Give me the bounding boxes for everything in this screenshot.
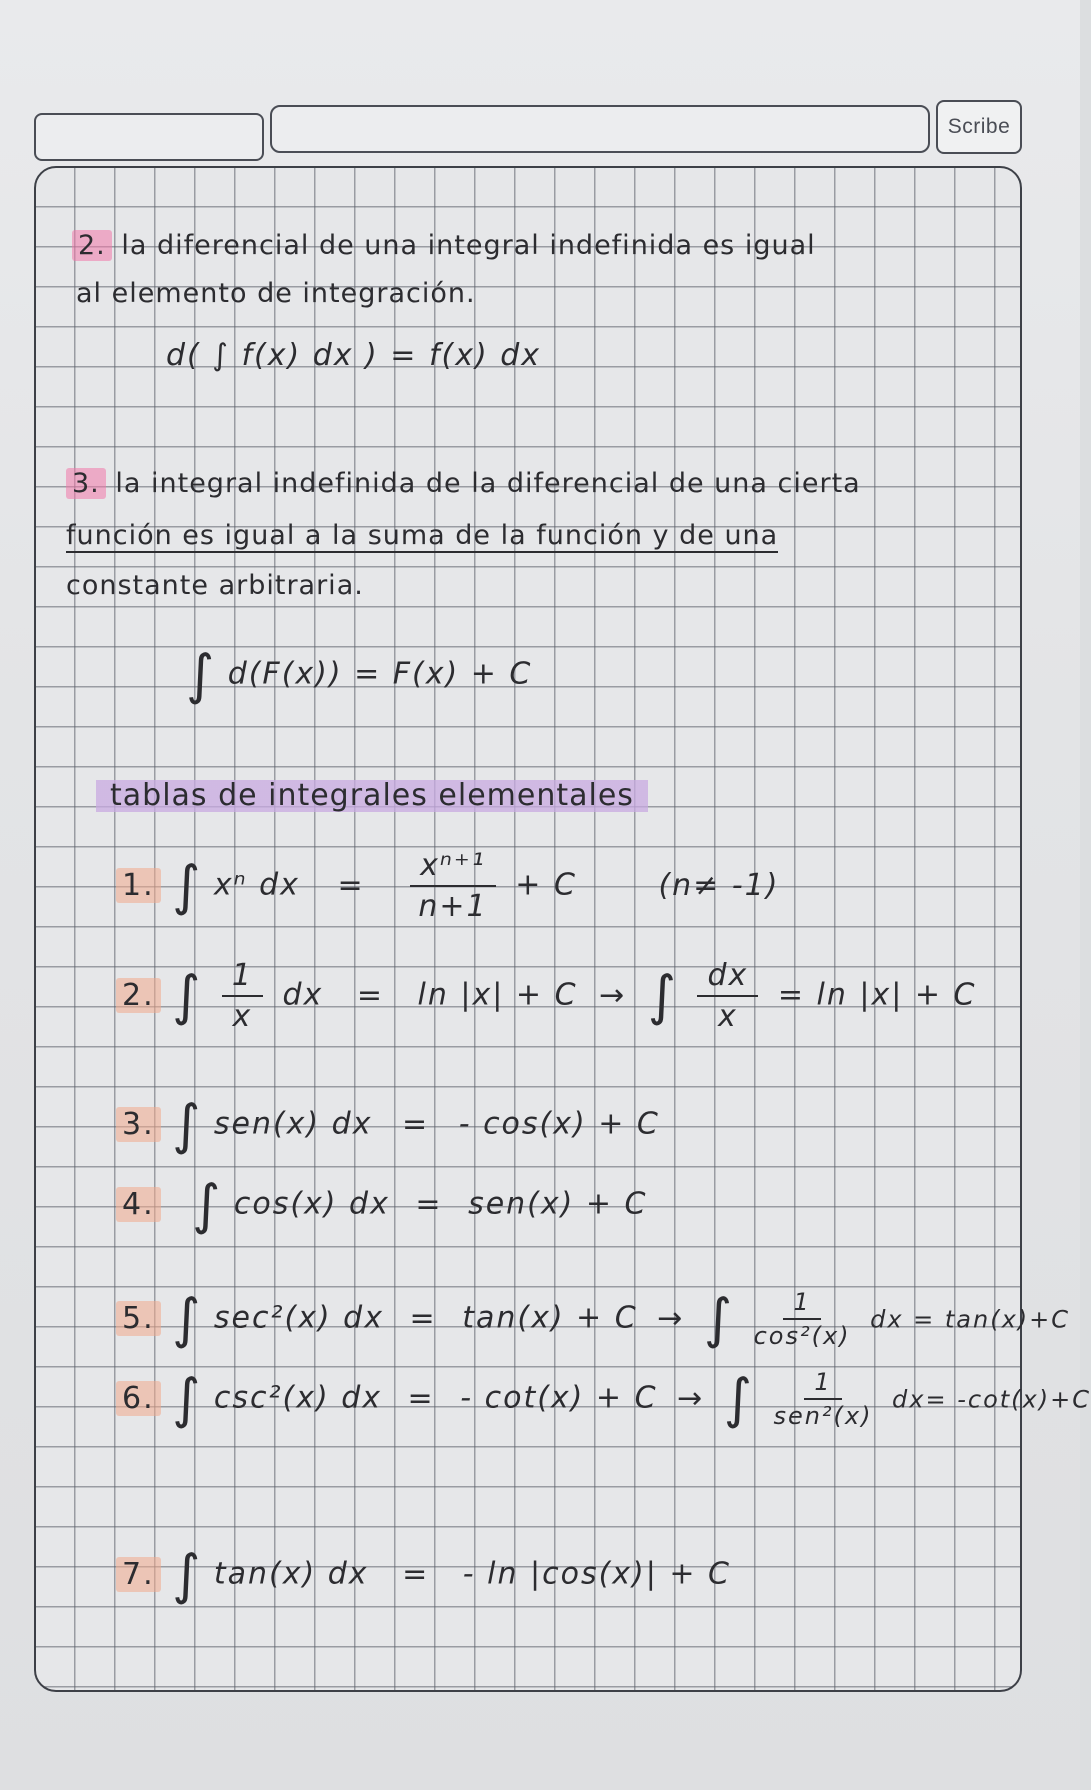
integral-sign: ∫ (172, 964, 203, 1027)
integral-sign: ∫ (172, 1367, 203, 1430)
integral-5-rhs: tan(x) + C (462, 1300, 638, 1336)
integral-5-alt-fraction (754, 1288, 851, 1350)
section-2-formula (166, 338, 541, 373)
integral-row-4 (116, 1173, 648, 1236)
integral-2-alt-top: dx (697, 958, 758, 997)
integral-sign: ∫ (172, 1543, 203, 1606)
header-box-2 (110, 113, 188, 161)
integral-5-alt-rhs: dx = tan(x)+C (870, 1305, 1071, 1334)
integral-5-eq: = (409, 1300, 437, 1336)
integral-6-eq: = (407, 1380, 435, 1416)
section-3-line-3: constante arbitraria. (66, 570, 364, 601)
integral-row-2 (116, 958, 977, 1034)
integral-1-frac-bot: n+1 (418, 889, 488, 924)
integral-2-frac-bot: x (232, 999, 253, 1034)
integral-6-number: 6. (116, 1381, 161, 1416)
integral-4-rhs: sen(x) + C (468, 1186, 648, 1222)
integral-7-number: 7. (116, 1557, 161, 1592)
integral-sign: ∫ (723, 1367, 754, 1430)
arrow-icon: → (599, 977, 627, 1013)
brand-logo: Scribe (936, 100, 1022, 154)
integral-row-5 (116, 1288, 1070, 1350)
integral-sign: ∫ (172, 1287, 203, 1350)
section-3-line-1 (66, 468, 861, 499)
integral-sign: ∫ (192, 1173, 223, 1236)
integral-2-alt-fraction (697, 958, 758, 1034)
section-3-number: 3. (66, 468, 106, 499)
integral-2-fraction (222, 958, 263, 1034)
integral-1-frac-top: xⁿ⁺¹ (410, 848, 496, 887)
integral-3-rhs: - cos(x) + C (458, 1106, 660, 1142)
table-title (96, 778, 648, 813)
integral-1-eq: = (337, 867, 365, 903)
integral-1-lhs: xⁿ dx (213, 867, 300, 903)
integral-6-alt-bot: sen²(x) (773, 1402, 873, 1430)
section-2-line-1 (72, 230, 816, 261)
integral-5-alt-bot: cos²(x) (753, 1322, 851, 1350)
integral-sign: ∫ (172, 854, 203, 917)
integral-2-rhs: ln |x| + C (417, 977, 578, 1013)
integral-row-6 (116, 1368, 1091, 1430)
integral-sign: ∫ (647, 964, 678, 1027)
integral-4-eq: = (415, 1186, 443, 1222)
section-2-line-2: al elemento de integración. (76, 278, 476, 309)
header-title-box (270, 105, 930, 153)
section-2-number: 2. (72, 230, 112, 261)
integral-sign: ∫ (172, 1093, 203, 1156)
integral-6-rhs: - cot(x) + C (460, 1380, 658, 1416)
integral-row-7 (116, 1543, 732, 1606)
arrow-icon: → (657, 1300, 685, 1336)
integral-7-lhs: tan(x) dx (213, 1556, 369, 1592)
section-3-line-2: función es igual a la suma de la función y de una (66, 520, 779, 551)
integral-3-lhs: sen(x) dx (213, 1106, 373, 1142)
integral-4-lhs: cos(x) dx (233, 1186, 390, 1222)
section-2-formula-rhs: = f(x) dx (390, 338, 542, 373)
integral-5-number: 5. (116, 1301, 161, 1336)
integral-6-alt-rhs: dx= -cot(x)+C (892, 1385, 1091, 1414)
integral-2-eq: = (356, 977, 384, 1013)
integral-2-alt-bot: x (717, 999, 738, 1034)
table-title-text: tablas de integrales elementales (96, 776, 648, 815)
header-box-1 (34, 113, 114, 161)
integral-1-rhs: + C (515, 867, 577, 903)
section-3-text-1: la integral indefinida de la diferencial de una cierta (115, 468, 861, 499)
integral-row-3 (116, 1093, 660, 1156)
integral-2-number: 2. (116, 978, 161, 1013)
integral-7-eq: = (402, 1556, 430, 1592)
arrow-icon: → (677, 1380, 705, 1416)
integral-3-number: 3. (116, 1107, 161, 1142)
section-3-formula-text: d(F(x)) = F(x) + C (227, 656, 533, 692)
integral-sign: ∫ (186, 643, 217, 706)
integral-2-frac-top: 1 (222, 958, 263, 997)
integral-2-alt-rhs: = ln |x| + C (777, 977, 977, 1013)
integral-1-fraction (410, 848, 496, 924)
integral-7-rhs: - ln |cos(x)| + C (462, 1556, 732, 1592)
section-3-formula (186, 643, 533, 706)
integral-2-lhs-tail: dx (282, 977, 324, 1013)
integral-1-number: 1. (116, 868, 161, 903)
integral-5-alt-top: 1 (783, 1288, 820, 1320)
integral-6-alt-top: 1 (804, 1368, 841, 1400)
section-2-formula-lhs: d( ∫ f(x) dx ) (166, 338, 379, 373)
integral-5-lhs: sec²(x) dx (213, 1300, 384, 1336)
integral-1-note: (n≠ -1) (658, 867, 780, 903)
integral-4-number: 4. (116, 1187, 161, 1222)
integral-row-1 (116, 848, 779, 924)
integral-6-lhs: csc²(x) dx (213, 1380, 382, 1416)
header-box-3 (186, 113, 264, 161)
section-2-text-1: la diferencial de una integral indefinida es igual (121, 230, 816, 261)
grid-area (34, 166, 1091, 1692)
integral-sign: ∫ (703, 1287, 735, 1350)
integral-3-eq: = (402, 1106, 430, 1142)
integral-6-alt-fraction (773, 1368, 872, 1430)
